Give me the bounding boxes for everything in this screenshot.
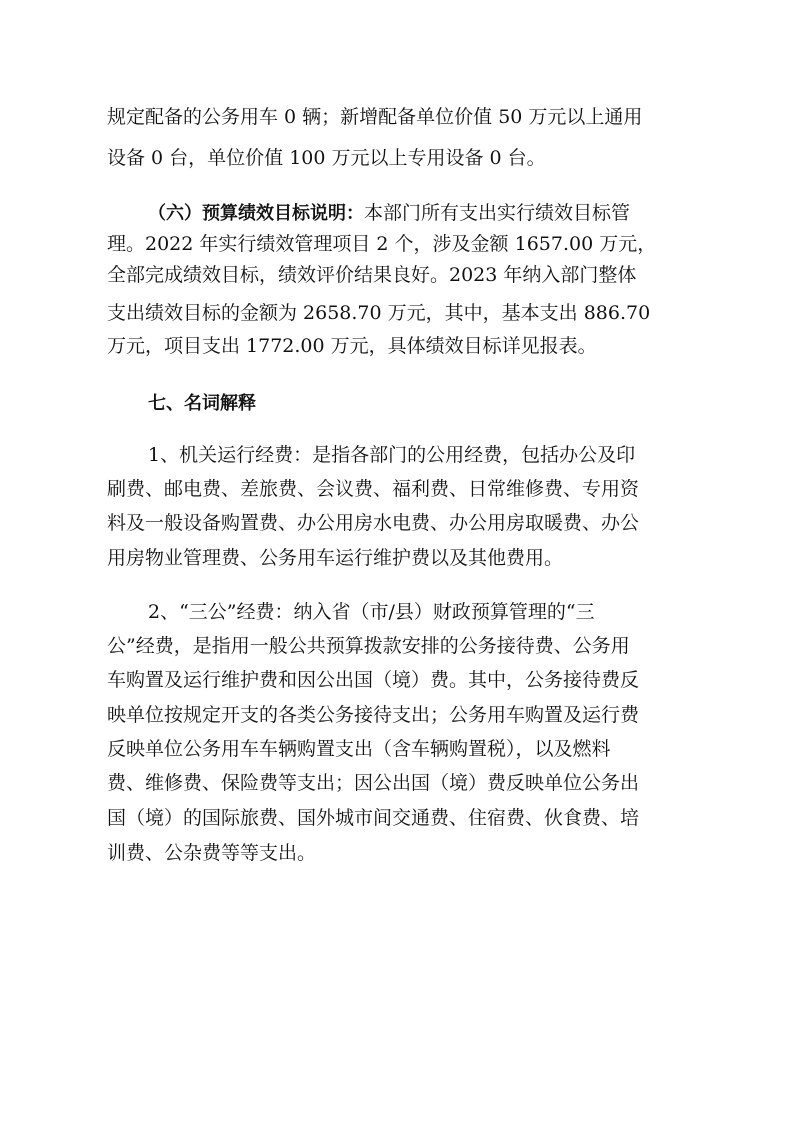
text-line bbox=[107, 803, 707, 833]
text-line bbox=[107, 543, 707, 573]
text-line-content: 费、维修费、保险费等支出；因公出国（境）费反映单位公务出 bbox=[107, 772, 640, 794]
text-line bbox=[107, 838, 707, 868]
text-line-content: 训费、公杂费等等支出。 bbox=[107, 842, 317, 864]
text-line-content: 支出绩效目标的金额为 2658.70 万元，其中，基本支出 886.70 bbox=[107, 302, 651, 324]
text-line-content: 刷费、邮电费、差旅费、会议费、福利费、日常维修费、专用资 bbox=[107, 478, 640, 500]
text-line-content: 1、机关运行经费：是指各部门的公用经费，包括办公及印 bbox=[148, 444, 636, 466]
text-line-content: 本部门所有支出实行绩效目标管 bbox=[364, 202, 631, 224]
text-line-content: 公”经费，是指用一般公共预算拨款安排的公务接待费、公务用 bbox=[107, 635, 630, 657]
text-line bbox=[107, 298, 707, 328]
text-line bbox=[107, 508, 707, 538]
text-line-content: 2、“三公”经费：纳入省（市/县）财政预算管理的“三 bbox=[148, 601, 595, 623]
text-line-content: 用房物业管理费、公务用车运行维护费以及其他费用。 bbox=[107, 547, 564, 569]
text-line bbox=[107, 229, 707, 259]
text-line bbox=[107, 102, 707, 132]
text-line bbox=[107, 143, 707, 173]
paragraph-first-line bbox=[148, 198, 708, 228]
text-line bbox=[107, 260, 707, 290]
text-line-content: 设备 0 台，单位价值 100 万元以上专用设备 0 台。 bbox=[107, 147, 546, 169]
text-line bbox=[107, 665, 707, 695]
text-line-content: 规定配备的公务用车 0 辆；新增配备单位价值 50 万元以上通用 bbox=[107, 106, 643, 128]
subsection-heading: （六）预算绩效目标说明： bbox=[148, 203, 364, 224]
text-line-content: 反映单位公务用车车辆购置支出（含车辆购置税），以及燃料 bbox=[107, 738, 611, 760]
paragraph-first-line bbox=[148, 597, 708, 627]
text-line bbox=[107, 700, 707, 730]
text-line-content: 全部完成绩效目标，绩效评价结果良好。2023 年纳入部门整体 bbox=[107, 264, 637, 286]
text-line-content: 国（境）的国际旅费、国外城市间交通费、住宿费、伙食费、培 bbox=[107, 807, 640, 829]
paragraph-first-line bbox=[148, 440, 708, 470]
text-line-content: 料及一般设备购置费、办公用房水电费、办公用房取暖费、办公 bbox=[107, 512, 640, 534]
text-line-content: 万元，项目支出 1772.00 万元，具体绩效目标详见报表。 bbox=[107, 335, 597, 357]
text-line bbox=[107, 734, 707, 764]
text-line-content: 车购置及运行维护费和因公出国（境）费。其中，公务接待费反 bbox=[107, 669, 640, 691]
section-heading-text: 七、名词解释 bbox=[148, 393, 256, 414]
section-heading bbox=[148, 388, 708, 418]
text-line bbox=[107, 331, 707, 361]
text-line bbox=[107, 768, 707, 798]
text-line-content: 理。2022 年实行绩效管理项目 2 个，涉及金额 1657.00 万元， bbox=[107, 233, 657, 255]
text-line bbox=[107, 631, 707, 661]
text-line-content: 映单位按规定开支的各类公务接待支出；公务用车购置及运行费 bbox=[107, 704, 640, 726]
text-line bbox=[107, 474, 707, 504]
